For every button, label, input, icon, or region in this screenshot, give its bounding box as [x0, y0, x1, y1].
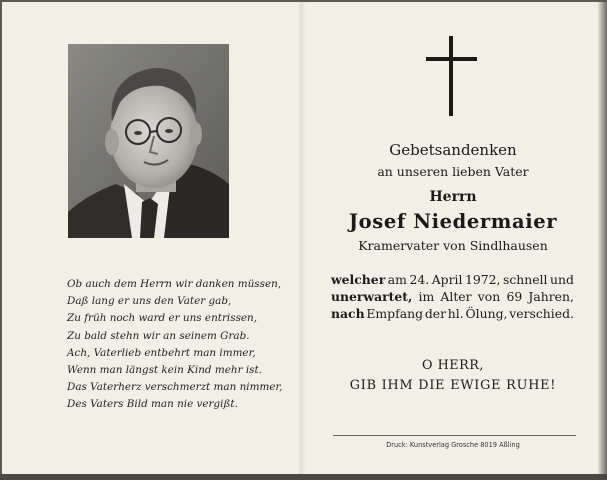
poem-line: Daß lang er uns den Vater gab, — [67, 295, 232, 308]
subheading: an unseren lieben Vater — [377, 164, 529, 179]
prayer-line: O HERR, — [422, 358, 484, 373]
notice-word: im — [418, 289, 435, 304]
deceased-name: Josef Niedermaier — [348, 210, 558, 233]
notice-lead-word: unerwartet, — [331, 289, 413, 304]
poem-line: Zu bald stehn wir an seinem Grab. — [67, 329, 250, 342]
poem-line: Zu früh noch ward er uns entrissen, — [67, 312, 258, 325]
notice-word: und — [550, 272, 574, 287]
heading: Gebetsandenken — [389, 141, 517, 159]
poem-line: Das Vaterherz verschmerzt man nimmer, — [67, 381, 283, 394]
notice-lead-word: welcher — [331, 272, 386, 287]
notice-word: schnell — [502, 272, 548, 287]
notice-lead-word: nach — [331, 306, 365, 321]
notice-word: verschied. — [509, 306, 574, 321]
death-notice-line — [331, 306, 574, 321]
death-notice-line — [331, 289, 574, 304]
notice-word: 24. — [409, 272, 430, 287]
salutation: Herrn — [429, 189, 477, 205]
divider — [333, 435, 576, 436]
notice-word: Jahren, — [528, 289, 574, 304]
poem-line: Ob auch dem Herrn wir danken müssen, — [67, 278, 282, 290]
notice-word: hl. — [447, 306, 464, 321]
poem-line: Wenn man längst kein Kind mehr ist. — [67, 364, 262, 377]
notice-word: Empfang — [366, 306, 424, 321]
notice-word: von — [477, 289, 501, 304]
notice-word: Alter — [440, 289, 472, 304]
notice-word: April — [431, 272, 463, 287]
notice-word: 1972, — [464, 272, 501, 287]
notice-word: 69 — [506, 289, 523, 304]
cross-icon — [426, 36, 477, 116]
notice-word: der — [424, 306, 446, 321]
poem-line: Ach, Vaterlieb entbehrt man immer, — [67, 346, 256, 359]
notice-word: am — [387, 272, 407, 287]
prayer-line: GIB IHM DIE EWIGE RUHE! — [349, 378, 557, 393]
background-edge — [0, 474, 607, 480]
poem-line: Des Vaters Bild man nie vergißt. — [67, 398, 238, 411]
notice-word: Ölung, — [465, 306, 508, 321]
death-notice-line — [331, 272, 574, 287]
portrait-photo — [68, 44, 229, 238]
card-fold — [298, 2, 306, 476]
deceased-title: Kramervater von Sindlhausen — [358, 238, 548, 253]
memorial-poem — [67, 276, 297, 414]
printer-credit: Druck: Kunstverlag Grosche 8019 Aßling — [386, 441, 520, 449]
